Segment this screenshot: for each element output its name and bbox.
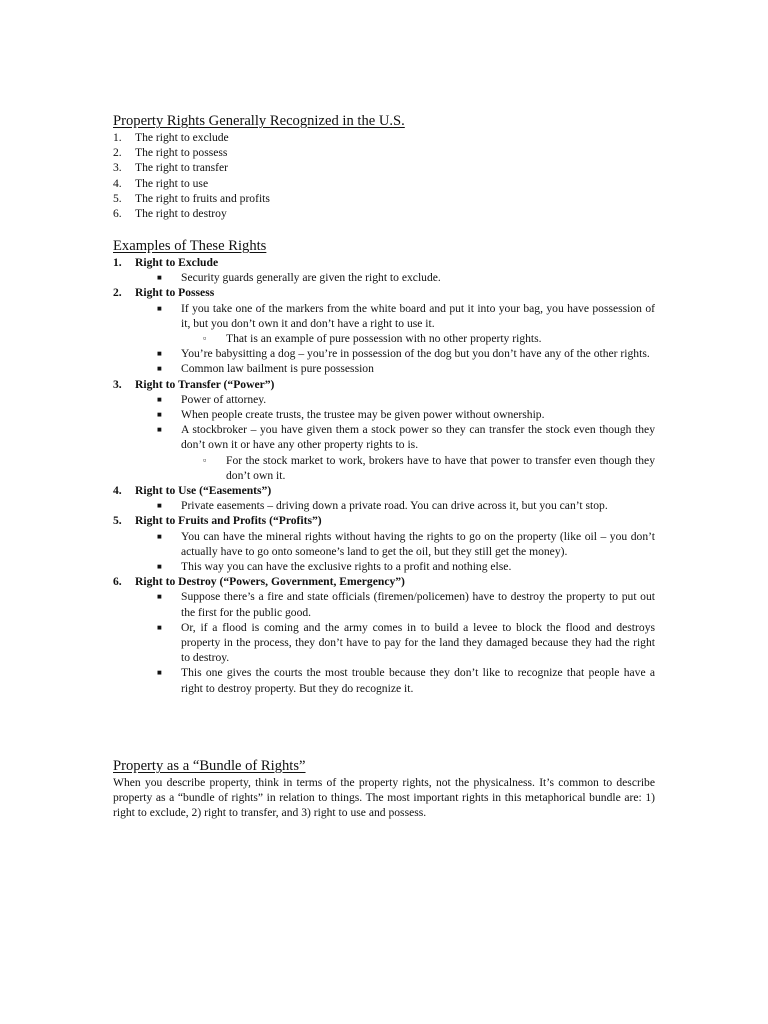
example-heading <box>113 377 655 392</box>
example-heading <box>113 513 655 528</box>
list-item <box>113 130 655 145</box>
example-title: Right to Possess <box>135 286 215 300</box>
list-number: 6. <box>113 207 122 221</box>
square-bullet-icon: ■ <box>157 531 162 541</box>
example-number: 2. <box>113 286 122 300</box>
square-bullet-icon: ■ <box>157 364 162 374</box>
sub-bullet-text: That is an example of pure possession with no other property rights. <box>226 332 542 346</box>
section1-heading: Property Rights Generally Recognized in the U.S. <box>113 113 405 129</box>
bullet-item <box>113 422 655 452</box>
list-item <box>113 206 655 221</box>
list-text: The right to exclude <box>135 131 229 144</box>
section-examples <box>113 237 655 696</box>
example-title: Right to Exclude <box>135 256 219 269</box>
section-bundle-of-rights <box>113 757 655 821</box>
list-text: The right to fruits and profits <box>135 191 270 205</box>
sub-bullet-item <box>113 331 655 346</box>
example-number: 5. <box>113 514 122 528</box>
list-number: 2. <box>113 146 122 160</box>
example-heading <box>113 255 655 270</box>
list-item <box>113 176 655 191</box>
rights-list <box>113 130 655 221</box>
bullet-item <box>113 361 655 376</box>
bullet-item <box>113 301 655 331</box>
bullet-item <box>113 407 655 422</box>
bullet-item <box>113 270 655 285</box>
bullet-item <box>113 665 655 695</box>
list-text: The right to transfer <box>135 161 229 175</box>
example-title: Right to Destroy (“Powers, Government, Emergency”) <box>135 575 405 589</box>
list-text: The right to destroy <box>135 207 227 221</box>
bullet-text: You’re babysitting a dog – you’re in possession of the dog but you don’t have any of the other rights. <box>181 347 650 361</box>
example-heading <box>113 483 655 498</box>
square-bullet-icon: ■ <box>157 622 162 632</box>
section-rights-list <box>113 112 655 221</box>
square-bullet-icon: ■ <box>157 501 162 511</box>
square-bullet-icon: ■ <box>157 349 162 359</box>
square-bullet-icon: ■ <box>157 592 162 602</box>
bundle-paragraph: When you describe property, think in terms of the property rights, not the physicalness. It’s common to describe property as a “bundle of rights” in relation to things. The most important rights in this metaphorical bundle are: 1) right to exclude, 2) right to transfer, and 3) right to use and possess. <box>113 776 655 820</box>
sub-bullet-text: For the stock market to work, brokers have to have that power to transfer even though they don’t own it. <box>226 453 655 482</box>
section2-heading: Examples of These Rights <box>113 238 267 254</box>
list-text: The right to use <box>135 176 209 190</box>
hollow-square-bullet-icon: ▫ <box>203 333 207 344</box>
bullet-text: Or, if a flood is coming and the army comes in to build a levee to block the flood and destroys property in the process, they don’t have to pay for the land they damaged because they had the right to destroy. <box>181 620 655 665</box>
list-number: 4. <box>113 176 122 190</box>
examples-list <box>113 255 655 696</box>
bullet-item <box>113 392 655 407</box>
bullet-text: This one gives the courts the most trouble because they don’t like to recognize that people have a right to destroy property. But they do recognize it. <box>181 666 655 695</box>
list-number: 1. <box>113 131 122 144</box>
list-item <box>113 160 655 175</box>
example-heading <box>113 285 655 300</box>
example-title: Right to Fruits and Profits (“Profits”) <box>135 514 322 528</box>
square-bullet-icon: ■ <box>157 668 162 678</box>
example-number: 3. <box>113 377 122 391</box>
bullet-text: Suppose there’s a fire and state officials (firemen/policemen) have to destroy the property to put out the first for the public good. <box>181 590 655 619</box>
bullet-text: Power of attorney. <box>181 392 267 406</box>
square-bullet-icon: ■ <box>157 303 162 313</box>
square-bullet-icon: ■ <box>157 425 162 435</box>
list-number: 3. <box>113 161 122 175</box>
sub-bullet-item <box>113 453 655 483</box>
bullet-text: If you take one of the markers from the white board and put it into your bag, you have possession of it, but you don’t own it and don’t have a right to use it. <box>181 301 655 330</box>
hollow-square-bullet-icon: ▫ <box>203 454 207 465</box>
square-bullet-icon: ■ <box>157 394 162 404</box>
bullet-text: A stockbroker – you have given them a stock power so they can transfer the stock even though they don’t own it or have any other property rights to is. <box>181 423 655 452</box>
bullet-text: Common law bailment is pure possession <box>181 362 374 376</box>
list-item <box>113 191 655 206</box>
bullet-item <box>113 498 655 513</box>
bullet-item <box>113 346 655 361</box>
list-number: 5. <box>113 191 122 205</box>
bullet-text: Security guards generally are given the right to exclude. <box>181 271 441 285</box>
bullet-item <box>113 589 655 619</box>
bullet-text: This way you can have the exclusive rights to a profit and nothing else. <box>181 560 512 574</box>
bullet-item <box>113 559 655 574</box>
bullet-text: You can have the mineral rights without having the rights to go on the property (like oil – you don’t actually have to go onto someone’s land to get the oil, but they still get the money). <box>181 529 655 558</box>
example-title: Right to Transfer (“Power”) <box>135 377 275 391</box>
section3-heading: Property as a “Bundle of Rights” <box>113 758 306 774</box>
bullet-text: When people create trusts, the trustee may be given power without ownership. <box>181 408 545 422</box>
example-number: 4. <box>113 484 122 498</box>
bullet-text: Private easements – driving down a private road. You can drive across it, but you can’t stop. <box>181 499 608 513</box>
bullet-item <box>113 620 655 666</box>
list-text: The right to possess <box>135 146 228 160</box>
square-bullet-icon: ■ <box>157 410 162 420</box>
example-heading <box>113 574 655 589</box>
square-bullet-icon: ■ <box>157 562 162 572</box>
example-title: Right to Use (“Easements”) <box>135 484 272 498</box>
example-number: 1. <box>113 256 122 269</box>
bullet-item <box>113 529 655 559</box>
list-item <box>113 145 655 160</box>
square-bullet-icon: ■ <box>157 273 162 283</box>
example-number: 6. <box>113 575 122 589</box>
